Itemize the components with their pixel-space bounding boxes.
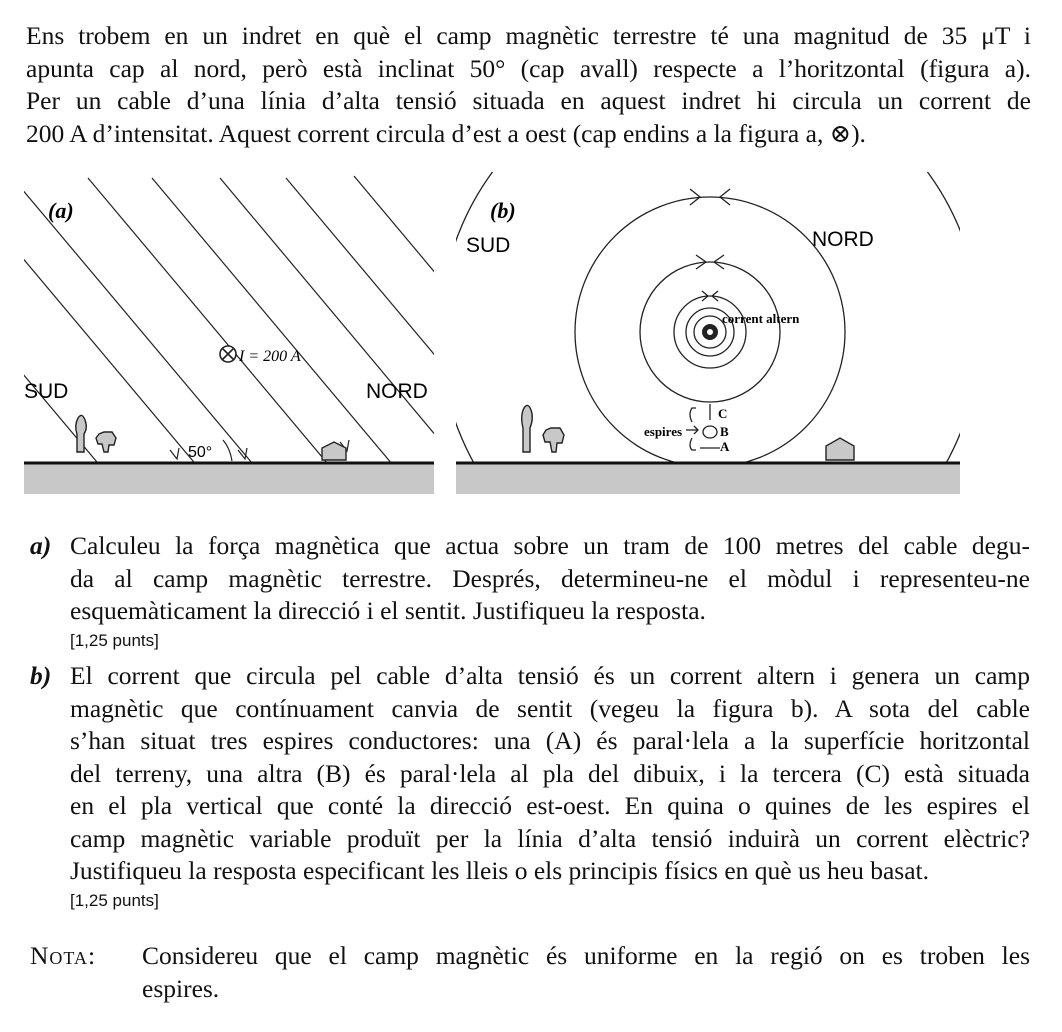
- note: [30, 940, 1030, 1005]
- current-label: I = 200 A: [239, 348, 301, 365]
- loop-c-label: C: [718, 406, 728, 421]
- loop-a-label: A: [720, 439, 730, 454]
- sud-label-b: SUD: [466, 234, 511, 257]
- ground-b: [456, 464, 960, 494]
- question-b-line: magnètic que contínuament canvia de sentit (vegeu la figura b). A sota del cable: [70, 693, 1030, 723]
- sud-label-a: SUD: [24, 380, 69, 403]
- loops-icon: [686, 404, 720, 450]
- question-a: [30, 530, 1030, 654]
- question-a-line: esquemàticament la direcció i el sentit. Justifiqueu la resposta.: [70, 596, 706, 625]
- intro-paragraph: [26, 20, 1031, 150]
- intro-line: 200 A d’intensitat. Aquest corrent circula d’est a oest (cap endins a la figura a, ⊗).: [26, 118, 866, 148]
- house-icon: [826, 438, 854, 460]
- field-lines-a: [24, 176, 434, 494]
- figure-a-label: (a): [48, 198, 74, 223]
- tree-icon: [76, 415, 116, 452]
- loop-b-label: B: [720, 424, 729, 439]
- question-b-line: del terreny, una altra (B) és paral·lela al pla del dibuix, i la tercera (C) està situada: [70, 758, 1030, 788]
- question-b-line: s’han situat tres espires conductores: una (A) és paral·lela a la superfície horitzontal: [70, 726, 1030, 755]
- note-line: Considereu que el camp magnètic és uniforme en la regió on es troben les: [142, 941, 1030, 970]
- question-a-points: [1,25 punts]: [70, 630, 159, 650]
- question-a-line: da al camp magnètic terrestre. Després, determineu-ne el mòdul i representeu-ne: [70, 563, 1030, 593]
- nord-label-b: NORD: [812, 228, 874, 251]
- figure-b-label: (b): [490, 198, 516, 223]
- figure-b: [456, 172, 960, 494]
- note-label: Nota:: [30, 941, 97, 970]
- intro-line: apunta cap al nord, però està inclinat 50° (cap avall) respecte a l’horitzontal (figura a).: [26, 53, 1031, 83]
- nord-label-a: NORD: [366, 380, 428, 403]
- question-b-label: b): [30, 661, 52, 690]
- question-b-points: [1,25 punts]: [70, 890, 159, 910]
- center-label: corrent altern: [722, 311, 800, 326]
- note-line: espires.: [142, 973, 220, 1003]
- tree-icon: [522, 405, 564, 452]
- intro-line: Ens trobem en un indret en què el camp magnètic terrestre té una magnitud de 35 μT i: [26, 21, 1031, 50]
- question-b-line: Justifiqueu la resposta especificant les lleis o els principis físics en què us heu basat.: [70, 856, 929, 885]
- ground-a: [24, 464, 434, 494]
- angle-label: 50°: [188, 444, 213, 461]
- question-b-line: camp magnètic variable produït per la línia d’alta tensió induirà un corrent elèctric?: [70, 823, 1030, 853]
- figure-a: [24, 172, 434, 494]
- loops-label: espires: [644, 424, 683, 439]
- cable-center-dot: [707, 329, 713, 335]
- alternating-arrowheads: [690, 189, 730, 301]
- question-a-label: a): [30, 531, 52, 560]
- question-b-line: El corrent que circula pel cable d’alta tensió és un corrent altern i genera un camp: [70, 661, 1030, 690]
- current-into-page-icon: [220, 346, 236, 362]
- question-a-line: Calculeu la força magnètica que actua sobre un tram de 100 metres del cable degu-: [70, 531, 1030, 560]
- intro-line: Per un cable d’una línia d’alta tensió situada en aquest indret hi circula un corrent de: [26, 86, 1031, 115]
- angle-arc: [223, 440, 232, 461]
- question-b: [30, 660, 1030, 914]
- question-b-line: en el pla vertical que conté la direcció est-oest. En quina o quines de les espires el: [70, 791, 1030, 820]
